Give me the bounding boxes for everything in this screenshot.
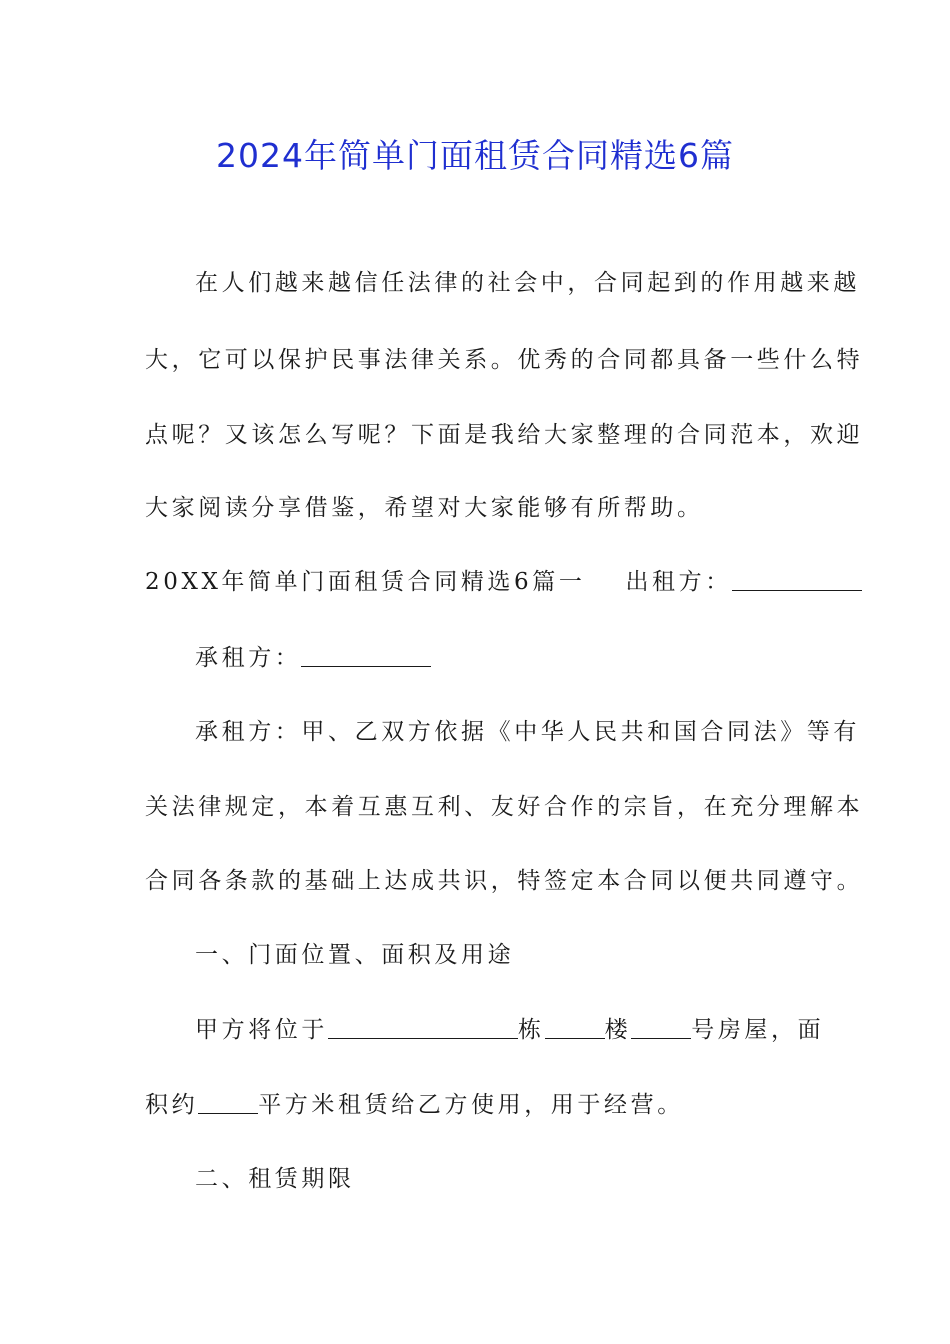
lessee-line (195, 643, 431, 673)
clause1-part3: 楼 (604, 1017, 632, 1043)
section-heading: 20XX年简单门面租赁合同精选6篇一 (145, 569, 586, 595)
area-blank (198, 1093, 258, 1114)
lessee-label: 承租方： (195, 645, 302, 671)
clause1-part2: 栋 (518, 1017, 545, 1043)
clause1-part1: 甲方将位于 (195, 1017, 328, 1043)
lessee-blank (301, 646, 431, 667)
clause1-line2-part2: 平方米租赁给乙方使用，用于经营。 (258, 1092, 684, 1118)
clause2-heading: 二、租赁期限 (195, 1166, 355, 1192)
intro-line-4: 大家阅读分享借鉴，希望对大家能够有所帮助。 (145, 495, 704, 521)
address-blank (328, 1018, 518, 1039)
intro-line-1: 在人们越来越信任法律的社会中，合同起到的作用越来越 (195, 270, 860, 296)
clause1-line2-part1: 积约 (145, 1092, 199, 1118)
clause1-line-2 (145, 1090, 684, 1120)
document-title: 2024年简单门面租赁合同精选6篇 (216, 136, 734, 175)
intro-line-3: 点呢？又该怎么写呢？下面是我给大家整理的合同范本，欢迎 (145, 422, 864, 448)
building-blank (545, 1018, 605, 1039)
floor-blank (631, 1018, 691, 1039)
section-heading-line (145, 567, 862, 597)
intro-line-2: 大，它可以保护民事法律关系。优秀的合同都具备一些什么特 (145, 347, 864, 373)
lessee-para-line-3: 合同各条款的基础上达成共识，特签定本合同以便共同遵守。 (145, 868, 864, 894)
lessor-blank (732, 570, 862, 591)
lessee-para-line-2: 关法律规定，本着互惠互利、友好合作的宗旨，在充分理解本 (145, 794, 864, 820)
clause1-line-1 (195, 1015, 824, 1045)
lessor-label: 出租方： (625, 569, 732, 595)
lessee-para-line-1: 承租方：甲、乙双方依据《中华人民共和国合同法》等有 (195, 719, 860, 745)
clause1-heading: 一、门面位置、面积及用途 (195, 942, 515, 968)
clause1-part4: 号房屋，面 (691, 1017, 825, 1043)
